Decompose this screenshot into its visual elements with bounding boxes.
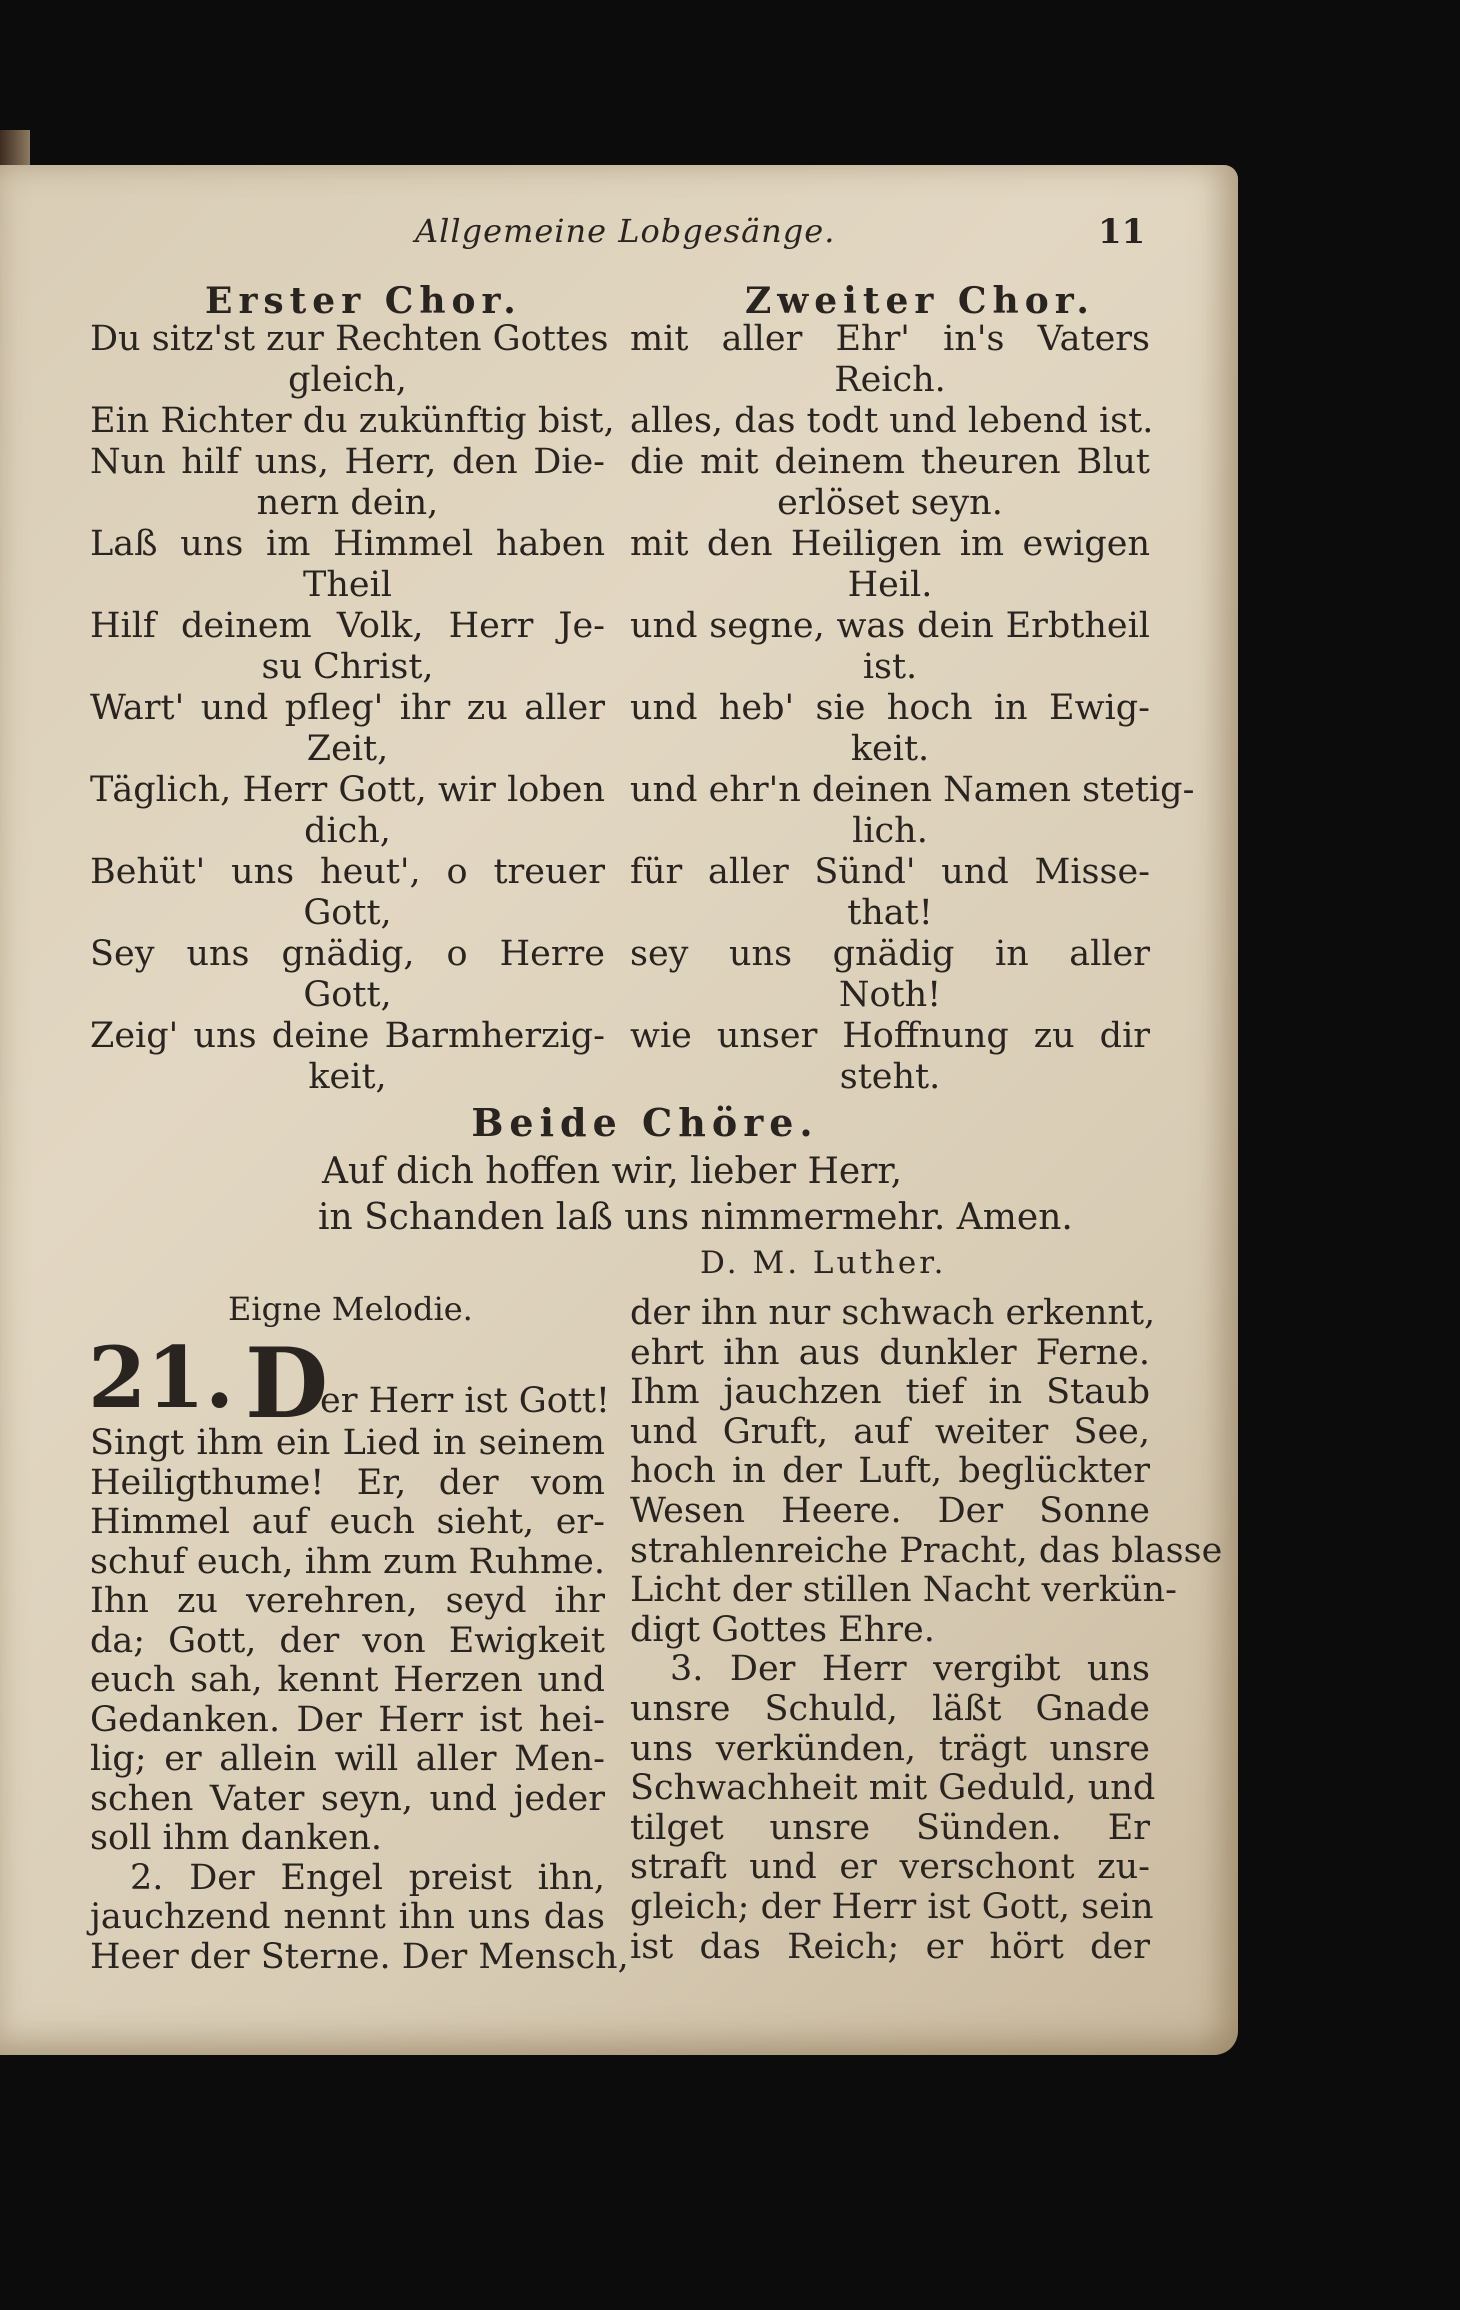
text-line: unsre Schuld, läßt Gnade bbox=[630, 1689, 1150, 1729]
text-line: erlöset seyn. bbox=[777, 483, 1003, 523]
text-line: Himmel auf euch sieht, er- bbox=[90, 1502, 605, 1542]
text-line: mit aller Ehr' in's Vaters bbox=[630, 319, 1150, 359]
text-line: Licht der stillen Nacht verkün- bbox=[630, 1570, 1177, 1611]
text-line: that! bbox=[847, 893, 933, 933]
text-line: wie unser Hoffnung zu dir bbox=[630, 1016, 1150, 1056]
text-line: 2. Der Engel preist ihn, bbox=[130, 1857, 605, 1898]
running-head: Allgemeine Lobgesänge. bbox=[415, 212, 836, 250]
text-line: ist. bbox=[862, 647, 918, 687]
text-line: Gott, bbox=[303, 975, 392, 1015]
text-line: soll ihm danken. bbox=[90, 1818, 382, 1858]
hymn-number: 21. bbox=[88, 1328, 235, 1427]
text-line: er Herr ist Gott! bbox=[320, 1381, 610, 1421]
text-line: keit, bbox=[308, 1057, 387, 1097]
text-line: der ihn nur schwach erkennt, bbox=[630, 1293, 1156, 1333]
text-line: gleich; der Herr ist Gott, sein bbox=[630, 1887, 1154, 1927]
text-line: lig; er allein will aller Men- bbox=[90, 1739, 605, 1779]
first-choir-heading: Erster Chor. bbox=[205, 280, 522, 322]
text-line: Wart' und pfleg' ihr zu aller bbox=[90, 688, 605, 728]
text-line: Heiligthume! Er, der vom bbox=[90, 1462, 605, 1503]
text-line: schuf euch, ihm zum Ruhme. bbox=[90, 1541, 605, 1582]
text-line: Zeit, bbox=[306, 729, 389, 769]
text-line: strahlenreiche Pracht, das blasse bbox=[630, 1530, 1223, 1571]
text-line: Laß uns im Himmel haben bbox=[90, 524, 605, 564]
text-line: keit. bbox=[850, 729, 930, 769]
text-line: ehrt ihn aus dunkler Ferne. bbox=[630, 1332, 1150, 1373]
text-line: gleich, bbox=[288, 360, 407, 400]
text-line: lich. bbox=[852, 811, 928, 851]
text-line: Sey uns gnädig, o Herre bbox=[90, 934, 605, 974]
text-line: Noth! bbox=[838, 975, 942, 1015]
text-line: Ihm jauchzen tief in Staub bbox=[630, 1372, 1150, 1413]
drop-cap-initial: D bbox=[245, 1327, 329, 1440]
page-header bbox=[0, 212, 1238, 262]
text-line: ist das Reich; er hört der bbox=[630, 1926, 1150, 1967]
text-line: Theil bbox=[303, 565, 392, 605]
text-line: Singt ihm ein Lied in seinem bbox=[90, 1423, 605, 1463]
author-attribution: D. M. Luther. bbox=[700, 1245, 947, 1281]
text-line: uns verkünden, trägt unsre bbox=[630, 1728, 1150, 1769]
text-line: Du sitz'st zur Rechten Gottes bbox=[90, 319, 609, 359]
text-line: für aller Sünd' und Misse- bbox=[630, 852, 1150, 892]
text-line: und Gruft, auf weiter See, bbox=[630, 1411, 1150, 1452]
refrain-line: Auf dich hoffen wir, lieber Herr, bbox=[322, 1151, 903, 1192]
text-line: Gott, bbox=[303, 893, 392, 933]
text-line: Hilf deinem Volk, Herr Je- bbox=[90, 606, 605, 646]
text-line: die mit deinem theuren Blut bbox=[630, 442, 1150, 482]
both-choirs-heading: Beide Chöre. bbox=[471, 1100, 819, 1145]
text-line: alles, das todt und lebend ist. bbox=[630, 401, 1154, 441]
text-line: Ihn zu verehren, seyd ihr bbox=[90, 1581, 605, 1621]
text-line: 3. Der Herr vergibt uns bbox=[670, 1649, 1150, 1690]
refrain-line: in Schanden laß uns nimmermehr. Amen. bbox=[318, 1197, 1073, 1238]
text-line: und segne, was dein Erbtheil bbox=[630, 606, 1150, 646]
text-line: und heb' sie hoch in Ewig- bbox=[630, 688, 1150, 728]
text-line: Heer der Sterne. Der Mensch, bbox=[90, 1936, 629, 1977]
text-line: Nun hilf uns, Herr, den Die- bbox=[90, 442, 605, 482]
text-line: mit den Heiligen im ewigen bbox=[630, 524, 1150, 564]
text-line: euch sah, kennt Herzen und bbox=[90, 1660, 605, 1700]
text-line: tilget unsre Sünden. Er bbox=[630, 1807, 1150, 1848]
text-line: Wesen Heere. Der Sonne bbox=[630, 1491, 1150, 1531]
text-line: schen Vater seyn, und jeder bbox=[90, 1778, 605, 1819]
second-choir-heading: Zweiter Chor. bbox=[745, 280, 1095, 322]
text-line: Ein Richter du zukünftig bist, bbox=[90, 401, 615, 441]
text-line: jauchzend nennt ihn uns das bbox=[90, 1897, 605, 1937]
text-line: steht. bbox=[839, 1057, 941, 1097]
text-line: straft und er verschont zu- bbox=[630, 1847, 1150, 1888]
text-line: Zeig' uns deine Barmherzig- bbox=[90, 1016, 605, 1056]
text-line: Schwachheit mit Geduld, und bbox=[630, 1768, 1156, 1809]
text-line: hoch in der Luft, beglückter bbox=[630, 1451, 1150, 1492]
page-number: 11 bbox=[1098, 212, 1146, 252]
text-line: sey uns gnädig in aller bbox=[630, 934, 1150, 974]
text-line: und ehr'n deinen Namen stetig- bbox=[630, 770, 1195, 810]
text-line: digt Gottes Ehre. bbox=[630, 1609, 935, 1650]
text-line: dich, bbox=[304, 811, 391, 851]
text-line: da; Gott, der von Ewigkeit bbox=[90, 1620, 605, 1661]
text-line: Reich. bbox=[834, 360, 946, 400]
text-line: Täglich, Herr Gott, wir loben bbox=[90, 770, 605, 810]
melody-note: Eigne Melodie. bbox=[228, 1290, 473, 1328]
text-line: Gedanken. Der Herr ist hei- bbox=[90, 1699, 605, 1740]
text-line: Behüt' uns heut', o treuer bbox=[90, 852, 605, 892]
text-line: su Christ, bbox=[261, 647, 434, 687]
text-line: Heil. bbox=[847, 565, 933, 605]
text-line: nern dein, bbox=[256, 483, 439, 523]
